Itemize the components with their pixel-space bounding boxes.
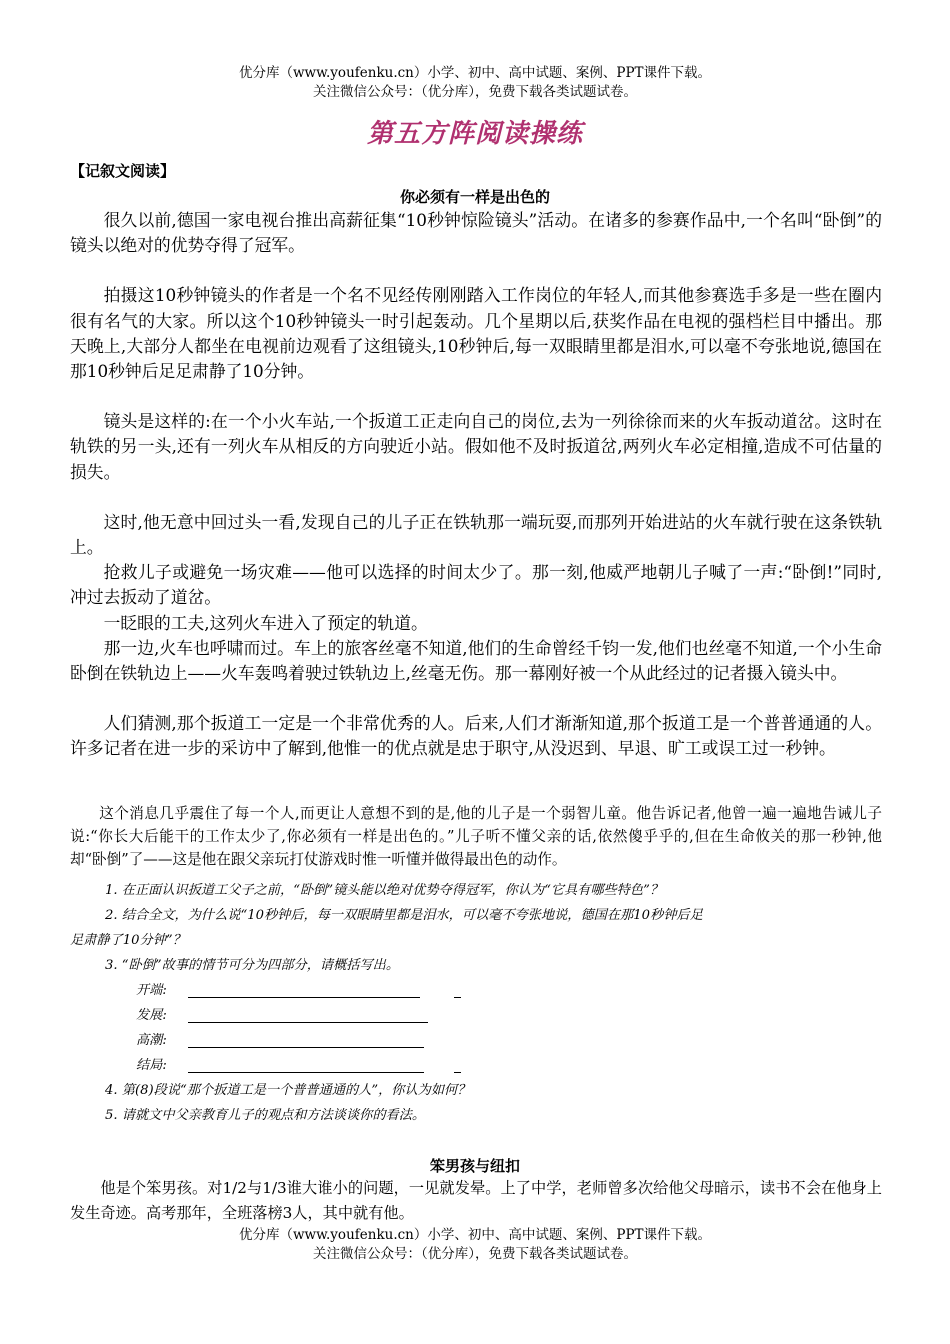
article-1-body-part-1 — [70, 208, 882, 762]
footer-line-2: 关注微信公众号：（优分库），免费下载各类试题试卷。 — [313, 1246, 637, 1262]
paragraph-1: 很久以前,德国一家电视台推出高薪征集“10秒钟惊险镜头”活动。在诸多的参赛作品中,一个名叫“卧倒”的镜头以绝对的优势夺得了冠军。 — [70, 210, 882, 256]
article-2-body — [70, 1176, 882, 1226]
page-footer — [0, 1226, 950, 1264]
header-line-1: 优分库（www.youfenku.cn）小学、初中、高中试题、案例、PPT课件下载。 — [238, 65, 712, 81]
question-5: 5. 请就文中父亲教育儿子的观点和方法谈谈你的看法。 — [105, 1108, 426, 1123]
answer-line[interactable] — [188, 1047, 424, 1048]
footer-line-1: 优分库（www.youfenku.cn）小学、初中、高中试题、案例、PPT课件下载。 — [238, 1227, 712, 1243]
question-3: 3. “卧倒”故事的情节可分为四部分，请概括写出。 — [105, 958, 400, 973]
answer-line-tail — [454, 997, 461, 998]
question-1: 1. 在正面认识扳道工父子之前，“卧倒”镜头能以绝对优势夺得冠军，你认为“它具有哪些特色”？ — [105, 883, 664, 898]
section-label: 【记叙文阅读】 — [70, 162, 176, 180]
answer-blank-development[interactable] — [70, 1003, 882, 1028]
question-2-continued: 足肃静了10分钟”？ — [70, 933, 186, 948]
answer-blank-climax[interactable] — [70, 1028, 882, 1053]
header-line-2: 关注微信公众号：（优分库），免费下载各类试题试卷。 — [313, 84, 637, 100]
page-header — [0, 64, 950, 102]
answer-line[interactable] — [188, 1072, 424, 1073]
question-4: 4. 第(8)段说“那个扳道工是一个普普通通的人”，你认为如何？ — [105, 1083, 471, 1098]
question-2: 2. 结合全文，为什么说“10秒钟后，每一双眼睛里都是泪水，可以毫不夸张地说，德国在那10秒钟后足 — [105, 908, 703, 923]
paragraph-4: 这时,他无意中回过头一看,发现自己的儿子正在铁轨那一端玩耍,而那列开始进站的火车就行驶在这条铁轨上。 — [70, 511, 882, 558]
paragraph-2: 拍摄这10秒钟镜头的作者是一个名不见经传刚刚踏入工作岗位的年轻人,而其他参赛选手多是一些在圈内很有名气的大家。所以这个10秒钟镜头一时引起轰动。几个星期以后,获奖作品在电视的强档栏目中播出。那天晚上,大部分人都坐在电视前边观看了这组镜头,10秒钟后,每一双眼睛里都是泪水,可以毫不夸张地说,德国在那10秒钟后足足肃静了10分钟。 — [70, 285, 882, 382]
paragraph-8: 人们猜测,那个扳道工一定是一个非常优秀的人。后来,人们才渐渐知道,那个扳道工是一个普普通通的人。许多记者在进一步的采访中了解到,他惟一的优点就是忠于职守,从没迟到、早退、旷工或误工过一秒钟。 — [70, 713, 882, 759]
article-2-paragraph-1: 他是个笨男孩。对1/2与1/3谁大谁小的问题，一见就发晕。上了中学，老师曾多次给他父母暗示，读书不会在他身上发生奇迹。高考那年，全班落榜3人，其中就有他。 — [70, 1179, 882, 1222]
paragraph-7: 那一边,火车也呼啸而过。车上的旅客丝毫不知道,他们的生命曾经千钧一发,他们也丝毫不知道,一个小生命卧倒在铁轨边上——火车轰鸣着驶过铁轨边上,丝毫无伤。那一幕刚好被一个从此经过的记者摄入镜头中。 — [70, 637, 882, 684]
answer-line-tail — [454, 1072, 461, 1073]
article-1-title: 你必须有一样是出色的 — [399, 188, 550, 206]
blank-label: 结局: — [136, 1058, 167, 1073]
answer-blank-opening[interactable] — [70, 978, 882, 1003]
paragraph-6: 一眨眼的工夫,这列火车进入了预定的轨道。 — [103, 612, 428, 633]
questions — [70, 878, 882, 1128]
blank-label: 开端: — [136, 983, 167, 998]
paragraph-3: 镜头是这样的:在一个小火车站,一个扳道工正走向自己的岗位,去为一列徐徐而来的火车扳动道岔。这时在轨铁的另一头,还有一列火车从相反的方向驶近小站。假如他不及时扳道岔,两列火车必定相撞,造成不可估量的损失。 — [70, 411, 882, 482]
answer-line[interactable] — [188, 997, 420, 998]
paragraph-5: 抢救儿子或避免一场灾难——他可以选择的时间太少了。那一刻,他威严地朝儿子喊了一声:“卧倒!”同时,冲过去扳动了道岔。 — [70, 562, 882, 608]
blank-label: 高潮: — [136, 1033, 167, 1048]
blank-label: 发展: — [136, 1008, 167, 1023]
page-title: 第五方阵阅读操练 — [366, 119, 583, 149]
answer-blank-ending[interactable] — [70, 1053, 882, 1078]
paragraph-9: 这个消息几乎震住了每一个人,而更让人意想不到的是,他的儿子是一个弱智儿童。他告诉记者,他曾一遍一遍地告诫儿子说:“你长大后能干的工作太少了,你必须有一样是出色的。”儿子听不懂父亲的话,依然傻乎乎的,但在生命攸关的那一秒钟,他却“卧倒”了——这是他在跟父亲玩打仗游戏时惟一听懂并做得最出色的动作。 — [70, 805, 882, 868]
article-2-title: 笨男孩与纽扣 — [429, 1157, 520, 1175]
article-1-body-part-2 — [70, 802, 882, 871]
answer-line[interactable] — [188, 1022, 428, 1023]
